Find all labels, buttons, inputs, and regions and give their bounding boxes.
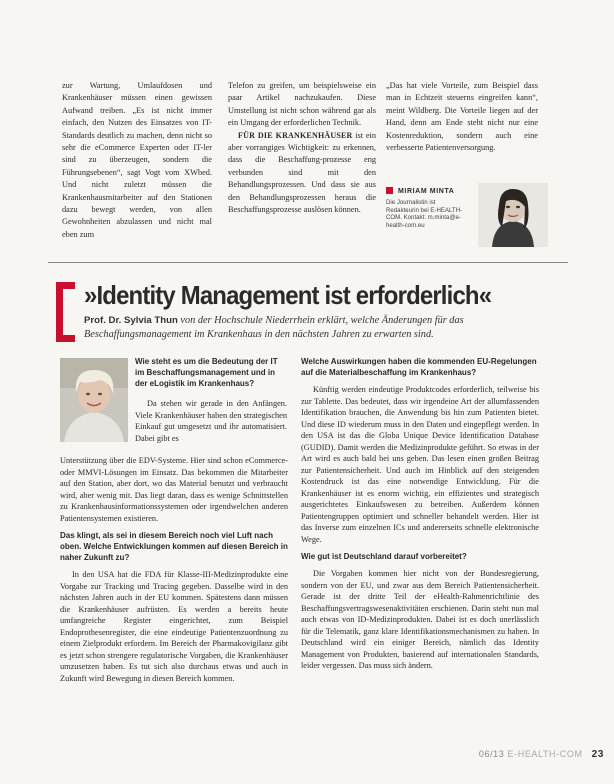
interview-left-column <box>60 455 288 690</box>
question-1: Wie steht es um die Bedeutung der IT im Beschaffungsmanagement und in der eLogistik im Krankenhaus? <box>135 357 278 388</box>
question-2: Das klingt, als sei in diesem Bereich noch viel Luft nach oben. Welche Entwicklungen kommen auf diesen Bereich in naher Zukunft zu? <box>60 531 288 562</box>
top-column-3 <box>386 80 538 154</box>
answer-1-bottom: Unterstützung über die EDV-Systeme. Hier sind schon eCommerce- oder MMVI-Lösungen im Einsatz. Das bekommen die Mitarbeiter auf den Station, aber dort, wo das Material benutzt und verbraucht wird, aber wenig mit. Das liegt daran, dass es wenige Schnittstellen zu Krankenhausinformationssystemen oder irgendwelchen anderen Patientensystemen existieren. <box>60 456 288 523</box>
page-footer <box>479 749 604 760</box>
top-column-2-paragraph-b <box>228 130 376 217</box>
author-card <box>386 187 561 242</box>
top-column-2-text: Telefon zu greifen, um beispielsweise ein paar Artikel nachzukaufen. Diese Umstellung ist nicht schon während gar als ein Umgang der erforderlichen Technik. <box>228 81 376 128</box>
section-runin-heading: FÜR DIE KRANKENHÄUSER <box>238 130 353 140</box>
top-column-1 <box>62 80 212 241</box>
answer-1-top <box>135 398 287 450</box>
author-name: MIRIAM MINTA <box>398 188 455 195</box>
section-divider <box>48 262 568 263</box>
issue-number: 06/13 <box>478 749 505 759</box>
top-column-1-text: zur Wartung, Umlaufdosen und Krankenhäuser müssen einen gewissen Aufwand treiben. „Es ist nicht immer einfach, den Nutzen des Einsatzes von IT-Standards deutlich zu machen, denn nicht so sehr die eCommerce Experten oder IT-ler sind zu überzeugen, sondern die Führungsebenen“, sagt Vogt vom XWbed. Und nicht zuletzt müssen die Krankenhausmitarbeiter auf den Stationen dazu bewegt werden, von allen Gewohnheiten abzulassen und nicht mal eben zum <box>62 81 212 239</box>
page-number: 23 <box>591 749 604 760</box>
author-photo <box>478 183 548 247</box>
author-name-line <box>386 187 454 195</box>
top-column-2 <box>228 80 376 216</box>
author-description: Die Journalistin ist Redakteurin bei E-HEALTH-COM. Kontakt: m.minta@e-health-com.eu <box>386 199 463 229</box>
article-headline: »Identity Management ist erforderlich« <box>84 280 492 310</box>
question-3: Welche Auswirkungen haben die kommenden EU-Regelungen auf die Materialbeschaffung im Krankenhaus? <box>301 357 537 377</box>
top-column-3-text: „Das hat viele Vorteile, zum Beispiel dass man in Echtzeit steuerns eingreifen kann“, meint Wildberg. Die Vorteile liegen auf der Hand, denn am Ende steht nicht nur eine Kostenreduktion, sondern auch eine verbesserte Patientenversorgung. <box>386 81 538 153</box>
article-standfirst <box>84 314 544 342</box>
standfirst-text: von der Hochschule Niederrhein erklärt, welche Änderungen für das Beschaffungsmanagement im Krankenhaus in den nächsten Jahren zu erwarten sind. <box>84 315 464 340</box>
red-bracket-decoration <box>56 282 75 342</box>
interviewee-name: Prof. Dr. Sylvia Thun <box>84 315 178 326</box>
answer-4: Die Vorgaben kommen hier nicht von der Bundesregierung, sondern von der EU, und zwar aus dem Bereich Patientensicherheit. Gerade ist der dritte Teil der eHealth-Rahmenrichtlinie des Beschaffungsvertragswesenaktivitäten erschienen. Darin steht nun mal auch etwas von ID-Medizinprodukten. Dabei ist es doch unerlässlich für die Telematik, ganz klare Identifikationsmechanismen zu haben. In Deutschland wird ein einiger Bereich, nämlich das Identity Management von Produkten, basierend auf internationalen Standards, leider vergessen. Das muss sich ändern. <box>301 569 539 670</box>
answer-1-top-text: Da stehen wir gerade in den Anfängen. Viele Krankenhäuser haben den strategischen Einkauf gut umgesetzt und ihr automatisiert. Dabei gibt es <box>135 399 287 443</box>
answer-2: In den USA hat die FDA für Klasse-III-Medizinprodukte eine Vorgabe zur Tracking und Tracing gegeben. Dasselbe wird in den nächsten Jahren auch in der EU kommen. Spätestens dann müssen die Krankenhäuser aufrüsten. Es werden a bereits heute umfangreiche Register eingerichtet, zum Beispiel Endoprothesenregister, die eine eindeutige Patientenzuordnung zu einem Zielprodukt erfordern. Im Bereich der Pharmakovigilanz gibt es jetzt schon strengere regulatorische Vorgaben, die Krankenhäuser umzusetzen haben. Es tut sich also durchaus etwas und auch in Zukunft wird Bewegung in diesen Bereich kommen. <box>60 570 288 683</box>
red-square-marker <box>386 187 393 194</box>
top-column-2-text-b: ist ein aber vorrangiges Wichtigkeit: zu erkennen, dass die Beschaffung-prozesse eng verbunden sind mit den Behandlungsprozessen. Und dass sie aus den Behandlungsprozessen heraus die Beschaffungsprozesse auslösen können. <box>228 130 376 215</box>
question-4: Wie gut ist Deutschland darauf vorbereitet? <box>301 552 467 561</box>
magazine-name: E-HEALTH-COM <box>507 749 583 759</box>
interviewee-photo <box>60 358 128 442</box>
answer-3: Künftig werden eindeutige Produktcodes erforderlich, teilweise bis zur Tablette. Das bedeutet, dass wir irgendeine Art der allumfassenden Identifikation brauchen, die Anwendung bis hin zum Patienten bietet. Und diese ID wiederum muss in den Daten und eingepflegt werden. In den USA ist das die Globa Unique Device Identification Database (GUDID). Damit werden die Medizinprodukte geführt. So etwas in der Art wird es auch bald bei uns geben. Das lesen einen großen Beitrag zur Patientensicherheit. Und auch im Hinblick auf den steigenden Kostendruck ist das eine notwendige Entwicklung. Für die Krankenhäuser ist es enorm wichtig, ein effizientes und strategisch ausgerichtetes Einkaufswesen zu betreiben. Außerdem können Patientengruppen optimiert und schneller behandelt werden. Hier ist das Inverse zum einzelnen ICs und andererseits schnelle elektronische Wege. <box>301 385 539 544</box>
interview-right-column <box>301 356 539 678</box>
